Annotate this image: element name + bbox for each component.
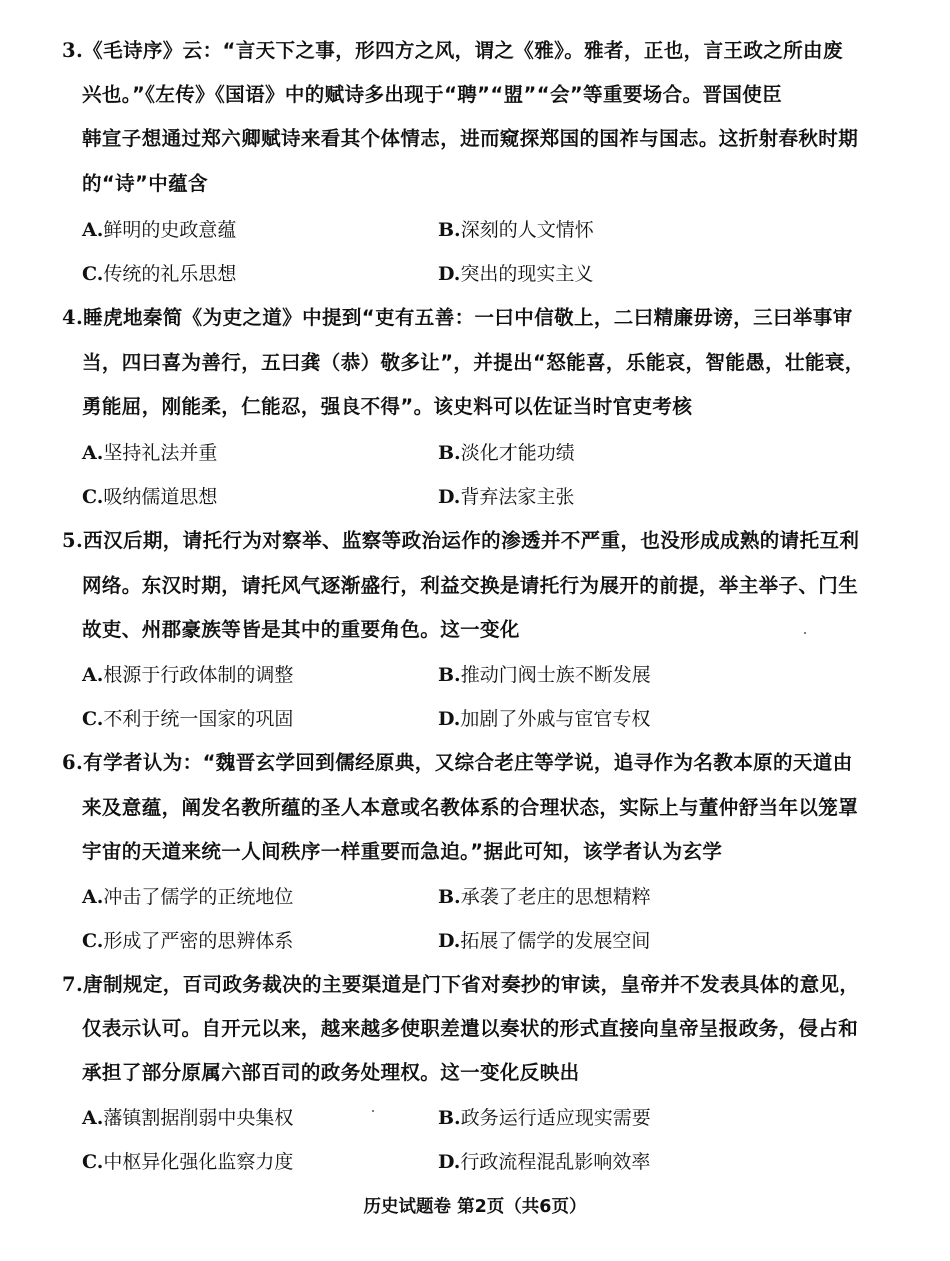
question-text: 睡虎地秦简《为吏之道》中提到“吏有五善：一曰中信敬上，二曰精廉毋谤，三曰举事审 — [83, 306, 853, 329]
option-c[interactable] — [82, 261, 236, 287]
option-b[interactable] — [438, 884, 651, 910]
option-b[interactable] — [438, 217, 594, 243]
option-letter: B. — [438, 886, 461, 908]
question-text: 西汉后期，请托行为对察举、监察等政治运作的渗透并不严重，也没形成成熟的请托互利 — [83, 529, 860, 552]
option-text: 不利于统一国家的巩固 — [103, 708, 294, 730]
option-c[interactable] — [82, 1149, 293, 1175]
option-d[interactable] — [438, 706, 650, 732]
option-letter: A. — [82, 219, 104, 241]
option-text: 加剧了外戚与宦官专权 — [460, 708, 651, 730]
option-text: 传统的礼乐思想 — [103, 263, 237, 285]
option-text: 推动门阀士族不断发展 — [460, 664, 651, 686]
question-number: 7. — [62, 973, 84, 996]
option-letter: D. — [438, 263, 461, 285]
question-number: 3. — [62, 39, 84, 62]
option-text: 形成了严密的思辨体系 — [103, 930, 294, 952]
question-7-line-3: 承担了部分原属六部百司的政务处理权。这一变化反映出 — [82, 1061, 580, 1084]
option-letter: B. — [438, 442, 461, 464]
option-d[interactable] — [438, 1149, 650, 1175]
question-number: 4. — [62, 306, 84, 329]
page-footer: 历史试题卷 第2页（共6页） — [363, 1197, 587, 1217]
option-letter: C. — [82, 263, 104, 285]
option-letter: D. — [438, 930, 461, 952]
option-text: 背弃法家主张 — [460, 486, 575, 508]
option-letter: D. — [438, 1151, 461, 1173]
question-6-line-2: 来及意蕴，阐发名教所蕴的圣人本意或名教体系的合理状态，实际上与董仲舒当年以笼罩 — [82, 796, 859, 819]
question-7-line-1 — [62, 972, 859, 998]
question-6-line-1 — [62, 750, 853, 776]
option-letter: A. — [82, 442, 104, 464]
option-letter: D. — [438, 486, 461, 508]
option-text: 突出的现实主义 — [460, 263, 594, 285]
option-a[interactable] — [82, 884, 293, 910]
question-number: 6. — [62, 751, 84, 774]
question-text: 唐制规定，百司政务裁决的主要渠道是门下省对奏抄的审读，皇帝并不发表具体的意见， — [83, 973, 860, 996]
option-d[interactable] — [438, 484, 574, 510]
option-text: 吸纳儒道思想 — [103, 486, 218, 508]
question-3-line-1 — [62, 38, 843, 64]
question-text: 《毛诗序》云：“言天下之事，形四方之风，谓之《雅》。雅者，正也，言王政之所由废 — [83, 39, 843, 62]
question-4-line-2: 当，四曰喜为善行，五曰龚（恭）敬多让”，并提出“怒能喜，乐能哀，智能愚，壮能衰， — [82, 351, 865, 374]
option-text: 承袭了老庄的思想精粹 — [460, 886, 651, 908]
option-letter: C. — [82, 1151, 104, 1173]
question-3-line-4: 的“诗”中蕴含 — [82, 172, 208, 195]
option-text: 冲击了儒学的正统地位 — [103, 886, 294, 908]
option-letter: B. — [438, 1107, 461, 1129]
option-text: 行政流程混乱影响效率 — [460, 1151, 651, 1173]
option-letter: A. — [82, 886, 104, 908]
option-a[interactable] — [82, 440, 217, 466]
option-letter: A. — [82, 1107, 104, 1129]
question-6-line-3: 宇宙的天道来统一人间秩序一样重要而急迫。”据此可知，该学者认为玄学 — [82, 840, 723, 863]
question-4-line-1 — [62, 305, 853, 331]
option-c[interactable] — [82, 928, 293, 954]
option-letter: A. — [82, 664, 104, 686]
option-text: 拓展了儒学的发展空间 — [460, 930, 651, 952]
option-b[interactable] — [438, 662, 651, 688]
option-letter: D. — [438, 708, 461, 730]
option-letter: B. — [438, 219, 461, 241]
option-b[interactable] — [438, 1105, 651, 1131]
scan-speck — [804, 632, 806, 634]
option-text: 藩镇割据削弱中央集权 — [103, 1107, 294, 1129]
option-letter: C. — [82, 486, 104, 508]
option-text: 中枢异化强化监察力度 — [103, 1151, 294, 1173]
question-4-line-3: 勇能屈，刚能柔，仁能忍，强良不得”。该史料可以佐证当时官吏考核 — [82, 395, 693, 418]
option-text: 深刻的人文情怀 — [460, 219, 594, 241]
option-text: 淡化才能功绩 — [460, 442, 575, 464]
option-letter: B. — [438, 664, 461, 686]
option-a[interactable] — [82, 1105, 293, 1131]
question-number: 5. — [62, 529, 84, 552]
question-text: 有学者认为：“魏晋玄学回到儒经原典，又综合老庄等学说，追寻作为名教本原的天道由 — [83, 751, 853, 774]
option-text: 鲜明的史政意蕴 — [103, 219, 237, 241]
question-5-line-2: 网络。东汉时期，请托风气逐渐盛行，利益交换是请托行为展开的前提，举主举子、门生 — [82, 574, 859, 597]
question-3-line-3: 韩宣子想通过郑六卿赋诗来看其个体情志，进而窥探郑国的国祚与国志。这折射春秋时期 — [82, 127, 859, 150]
question-7-line-2: 仅表示认可。自开元以来，越来越多使职差遣以奏状的形式直接向皇帝呈报政务，侵占和 — [82, 1017, 859, 1040]
option-text: 政务运行适应现实需要 — [460, 1107, 651, 1129]
scan-speck — [372, 1110, 374, 1112]
option-text: 坚持礼法并重 — [103, 442, 218, 464]
question-3-line-2: 兴也。”《左传》《国语》中的赋诗多出现于“聘”“盟”“会”等重要场合。晋国使臣 — [82, 83, 783, 106]
option-c[interactable] — [82, 484, 217, 510]
option-d[interactable] — [438, 261, 593, 287]
option-a[interactable] — [82, 662, 293, 688]
question-5-line-1 — [62, 528, 859, 554]
option-letter: C. — [82, 708, 104, 730]
option-a[interactable] — [82, 217, 236, 243]
option-c[interactable] — [82, 706, 293, 732]
option-d[interactable] — [438, 928, 650, 954]
option-b[interactable] — [438, 440, 575, 466]
question-5-line-3: 故吏、州郡豪族等皆是其中的重要角色。这一变化 — [82, 618, 520, 641]
option-text: 根源于行政体制的调整 — [103, 664, 294, 686]
option-letter: C. — [82, 930, 104, 952]
